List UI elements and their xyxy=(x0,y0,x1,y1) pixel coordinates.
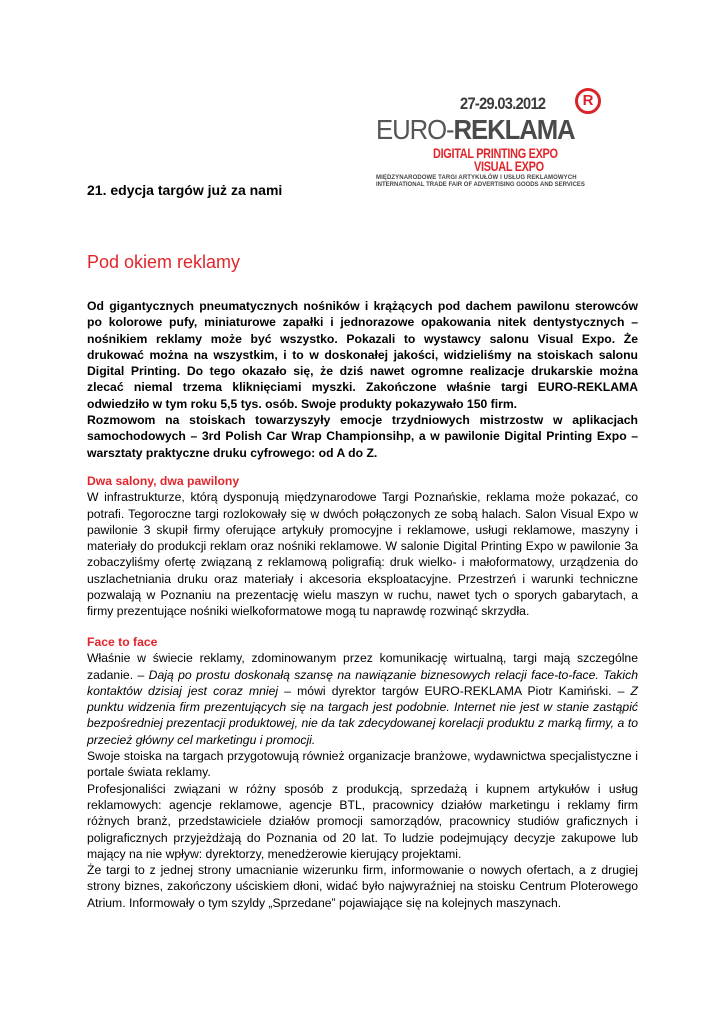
logo-brand xyxy=(376,115,575,145)
quote-intro: Właśnie w świecie reklamy, zdominowanym przez komunikację wirtualną, targi mają szczególne zadanie. – xyxy=(87,651,638,682)
logo-expo: EXPO xyxy=(528,145,558,161)
euro-reklama-logo xyxy=(376,84,616,199)
section-paragraph: Że targi to z jednej strony umacnianie wizerunku firm, informowanie o nowych ofertach, a z drugiej strony biznes, zakończony uściskiem dłoni, widać było najwyraźniej na stoisku Centrum Ploterowego Atrium. Informowały o tym szyldy „Sprzedane” pojawiające się na kolejnych maszynach. xyxy=(87,863,638,910)
lead-paragraph-1: Od gigantycznych pneumatycznych nośników i krążących pod dachem pawilonu sterowców po kolorowe pufy, miniaturowe zapałki i jednorazowe opakowania nitek dentystycznych – nośnikiem reklamy może być wszystko. Pokazali to wystawcy salonu Visual Expo. Że drukować można na wszystkim, i to w doskonałej jakości, widzieliśmy na stoiskach salonu Digital Printing. Do tego okazało się, że dziś nawet ogromne realizacje drukarskie można zlecać niemal trzema kliknięciami myszki. Zakończone właśnie targi EURO-REKLAMA odwiedziło w tym roku 5,5 tys. osób. Swoje produkty pokazywało 150 firm. xyxy=(87,299,638,411)
quote-attribution: – mówi dyrektor targów EURO-REKLAMA Piotr Kamiński. – xyxy=(278,683,631,698)
logo-digital-printing: DIGITAL PRINTING xyxy=(433,145,529,161)
section-heading: Face to face xyxy=(87,635,158,649)
document-title: Pod okiem reklamy xyxy=(87,252,241,272)
quote-part-1: Dają po prostu doskonałą szansę na nawiązanie biznesowych relacji face-to-face. Takich kontaktów dzisiaj jest coraz mniej xyxy=(87,667,638,698)
lead-paragraph-2: Rozmowom na stoiskach towarzyszyły emocje trzydniowych mistrzostw w aplikacjach samochodowych – 3rd Polish Car Wrap Championsihp, a w pawilonie Digital Printing Expo – warsztaty praktyczne druku cyfrowego: od A do Z. xyxy=(87,413,638,460)
quote-part-2: Z punktu widzenia firm prezentujących się na targach jest podobnie. Internet nie jest w stanie zastąpić bezpośredniej prezentacji produktowej, nie da tak zdecydowanej korelacji produktu z marką firmy, a to przecież główny cel marketingu i promocji. xyxy=(87,683,638,747)
logo-brand-reklama: REKLAMA xyxy=(453,114,575,145)
r-circle-icon: R xyxy=(575,88,601,114)
section-paragraph: W infrastrukturze, którą dysponują międzynarodowe Targi Poznańskie, reklama może pokazać, co potrafi. Tegoroczne targi rozlokowały się w dwóch połączonych ze sobą halach. Salon Visual Expo w pawilonie 3 skupił firmy oferujące artykuły promocyjne i reklamowe, usługi reklamowe, maszyny i materiały do produkcji reklam oraz nośniki reklamowe. W salonie Digital Printing Expo w pawilonie 3a zobaczyliśmy ofertę związaną z reklamową poligrafią: druk wielko- i małoformatowy, urządzenia do uszlachetniania druku oraz materiały i akcesoria eksploatacyjne. Przestrzeń i warunki techniczne pozwalają w Poznaniu na prezentację wielu maszyn w ruchu, nawet tych o sporych gabarytach, a firmy prezentujące nośniki wielkoformatowe mogą tu naprawdę rozwinąć skrzydła. xyxy=(87,490,638,619)
section-paragraph-quote xyxy=(87,650,638,748)
document-subtitle: 21. edycja targów już za nami xyxy=(87,182,283,198)
lead-paragraphs xyxy=(87,298,638,461)
section-paragraph: Swoje stoiska na targach przygotowują również organizacje branżowe, wydawnictwa specjalistyczne i portale świata reklamy. xyxy=(87,749,638,780)
logo-date: 27-29.03.2012 xyxy=(460,94,546,113)
section-heading: Dwa salony, dwa pawilony xyxy=(87,474,240,488)
section-paragraph: Profesjonaliści związani w różny sposób z produkcją, sprzedażą i kupnem artykułów i usług reklamowych: agencje reklamowe, agencje BTL, pracownicy działów marketingu i reklamy firm różnych branż, przedstawiciele działów promocji samorządów, pracownicy studiów graficznych i poligraficznych przyjeżdżają do Poznania od 20 lat. To ludzie podejmujący decyzje zakupowe lub mający na nie wpływ: dyrektorzy, menedżerowie kierujący projektami. xyxy=(87,781,638,861)
logo-brand-euro: EURO- xyxy=(376,114,454,145)
section-face-to-face xyxy=(87,634,638,911)
logo-visual-expo: VISUAL EXPO xyxy=(474,158,544,174)
logo-tagline-en: INTERNATIONAL TRADE FAIR OF ADVERTISING GOODS AND SERVICES xyxy=(376,182,585,188)
logo-tagline-pl: MIĘDZYNARODOWE TARGI ARTYKUŁÓW I USŁUG REKLAMOWYCH xyxy=(376,175,577,181)
section-dwa-salony xyxy=(87,473,638,620)
